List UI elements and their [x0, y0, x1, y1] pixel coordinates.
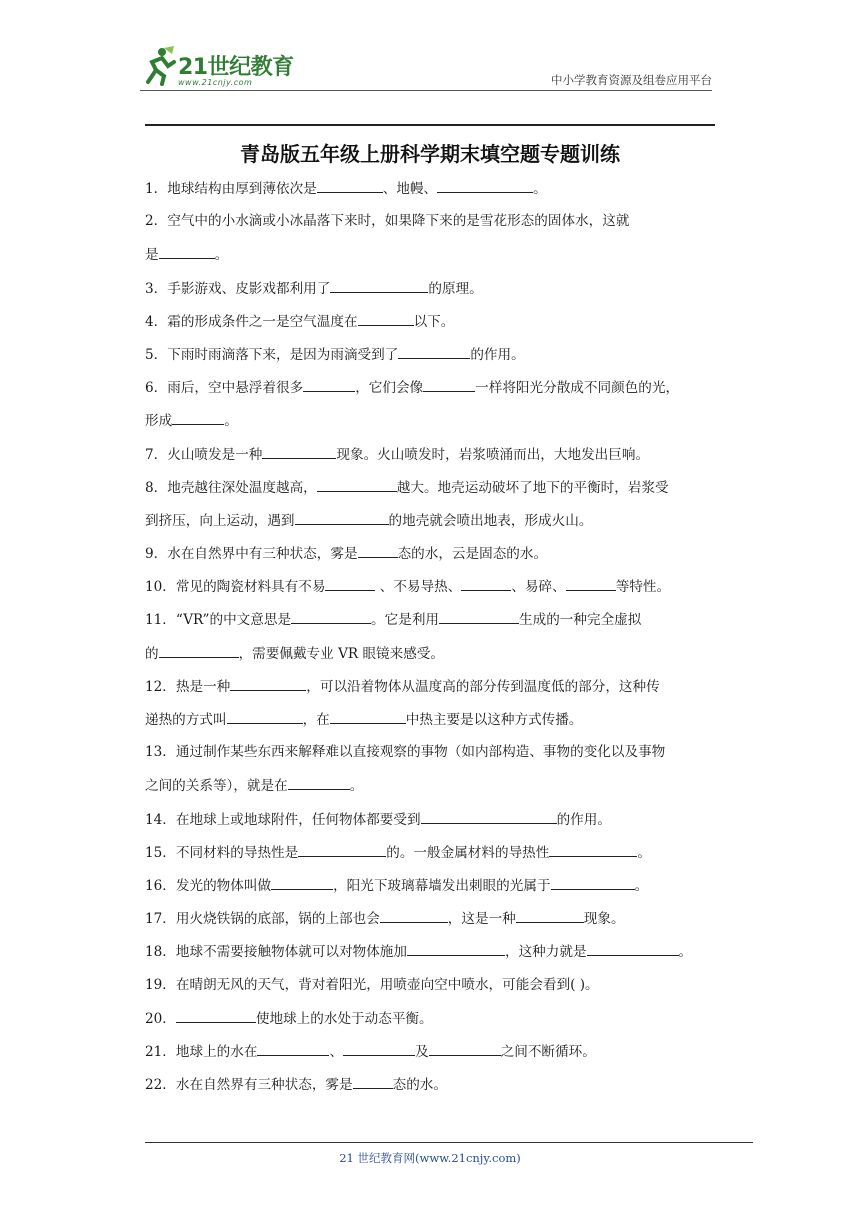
answer-blank[interactable]: [330, 278, 428, 293]
question-line: [145, 742, 717, 775]
title-rule: [145, 124, 715, 126]
question-text: 使地球上的水处于动态平衡。: [255, 1010, 433, 1027]
answer-blank[interactable]: [227, 709, 303, 724]
question-text: 之间的关系等），就是在: [145, 778, 288, 795]
answer-blank[interactable]: [230, 676, 306, 691]
answer-blank[interactable]: [421, 809, 557, 824]
question-text: 态的水。: [392, 1077, 447, 1094]
question-text: 现象。火山喷发时，岩浆喷涌而出，大地发出巨响。: [336, 446, 650, 463]
answer-blank[interactable]: [516, 908, 584, 923]
question-text: 的: [145, 645, 159, 662]
answer-blank[interactable]: [257, 1041, 329, 1056]
question-text: 的地壳就会喷出地表，形成火山。: [388, 512, 593, 529]
answer-blank[interactable]: [380, 908, 448, 923]
question-text: 18．地球不需要接触物体就可以对物体施加: [145, 944, 407, 961]
question-line: [145, 975, 717, 1008]
answer-blank[interactable]: [439, 609, 519, 624]
answer-blank[interactable]: [343, 1041, 415, 1056]
answer-blank[interactable]: [407, 941, 505, 956]
question-line: [145, 211, 717, 244]
answer-blank[interactable]: [549, 842, 637, 857]
question-text: 形成: [145, 413, 173, 430]
question-line: [145, 1074, 717, 1107]
question-text: ，需要佩戴专业 VR 眼镜来感受。: [238, 645, 445, 662]
question-text: 22．水在自然界有三种状态，雾是: [145, 1077, 353, 1094]
question-line: [145, 377, 717, 410]
page-title: 青岛版五年级上册科学期末填空题专题训练: [240, 142, 620, 166]
question-text: ，在: [302, 712, 330, 728]
question-text: 生成的一种完全虚拟: [519, 612, 642, 629]
question-line: [145, 543, 717, 576]
question-text: 之间不断循环。: [500, 1043, 596, 1060]
answer-blank[interactable]: [429, 1041, 501, 1056]
answer-blank[interactable]: [271, 875, 333, 890]
answer-blank[interactable]: [353, 1074, 393, 1089]
answer-blank[interactable]: [587, 941, 679, 956]
question-line: [145, 576, 717, 609]
question-line: [145, 842, 717, 875]
question-text: 的作用。: [556, 811, 611, 828]
question-text: 一样将阳光分散成不同颜色的光，: [475, 380, 680, 397]
question-text: ，阳光下玻璃幕墙发出刺眼的光属于: [333, 877, 551, 894]
answer-blank[interactable]: [423, 377, 475, 392]
question-text: 7．火山喷发是一种: [145, 446, 263, 463]
question-line: [145, 875, 717, 908]
question-line: [145, 709, 717, 742]
question-text: 及: [415, 1043, 429, 1060]
footer-divider: [145, 1142, 753, 1143]
question-line: [145, 609, 717, 642]
question-text: 19．在晴朗无风的天气，背对着阳光，用喷壶向空中喷水，可能会看到( )。: [145, 976, 599, 993]
answer-blank[interactable]: [398, 344, 470, 359]
question-text: 12．热是一种: [145, 678, 231, 695]
question-text: 4．霜的形成条件之一是空气温度在: [145, 313, 358, 330]
question-line: [145, 775, 717, 808]
question-text: 的作用。: [470, 346, 525, 363]
answer-blank[interactable]: [288, 775, 350, 790]
question-line: [145, 1008, 717, 1041]
question-text: ，这种力就是: [504, 944, 587, 961]
question-text: 、: [329, 1043, 344, 1060]
question-text: 、易碎、: [511, 579, 566, 596]
question-text: 2．空气中的小水滴或小冰晶落下来时，如果降下来的是雪花形态的固体水，这就: [145, 213, 630, 230]
question-text: 9．水在自然界中有三种状态，雾是: [145, 546, 358, 563]
question-text: 3．手影游戏、皮影戏都利用了: [145, 280, 331, 297]
question-line: [145, 643, 717, 676]
answer-blank[interactable]: [159, 643, 239, 658]
question-text: 的原理。: [428, 280, 483, 297]
question-text: 态的水，云是固态的水。: [397, 546, 548, 563]
question-line: [145, 311, 717, 344]
question-line: [145, 178, 717, 211]
question-text: 1．地球结构由厚到薄依次是: [145, 181, 317, 197]
answer-blank[interactable]: [295, 510, 389, 525]
answer-blank[interactable]: [303, 377, 355, 392]
question-text: 16．发光的物体叫做: [145, 877, 272, 894]
question-text: 。: [637, 844, 651, 861]
question-text: 15．不同材料的导热性是: [145, 844, 299, 861]
answer-blank[interactable]: [358, 543, 398, 558]
question-text: 14．在地球上或地球附件，任何物体都要受到: [145, 811, 421, 828]
question-line: [145, 510, 717, 543]
question-text: 到挤压，向上运动，遇到: [145, 512, 295, 529]
question-text: 。: [533, 181, 547, 197]
question-line: [145, 477, 717, 510]
question-text: 。: [214, 247, 229, 264]
question-text: ，可以沿着物体从温度高的部分传到温度低的部分，这种传: [306, 678, 660, 695]
answer-blank[interactable]: [262, 444, 336, 459]
question-text: 越大。地壳运动破坏了地下的平衡时，岩浆受: [396, 479, 669, 496]
question-line: [145, 809, 717, 842]
answer-blank[interactable]: [176, 1008, 256, 1023]
question-text: 13．通过制作某些东西来解释难以直接观察的事物（如内部构造、事物的变化以及事物: [145, 744, 666, 761]
answer-blank[interactable]: [566, 576, 616, 591]
question-line: [145, 676, 717, 709]
question-line: [145, 1041, 717, 1074]
answer-blank[interactable]: [551, 875, 635, 890]
answer-blank[interactable]: [291, 609, 371, 624]
question-line: [145, 444, 717, 477]
question-text: 6．雨后，空中悬浮着很多: [145, 380, 304, 397]
answer-blank[interactable]: [317, 178, 383, 193]
footer-text: 21 世纪教育网(www.21cnjy.com): [339, 1151, 521, 1165]
question-text: 20．: [145, 1010, 176, 1027]
answer-blank[interactable]: [159, 244, 215, 259]
question-text: 5．下雨时雨滴落下来，是因为雨滴受到了: [145, 346, 399, 363]
question-text: 。: [224, 413, 238, 430]
question-text: 中热主要是以这种方式传播。: [405, 712, 583, 728]
question-text: 是: [145, 247, 159, 264]
logo-url: www.21cnjy.com: [178, 78, 253, 87]
question-list: [145, 178, 717, 1107]
answer-blank[interactable]: [298, 842, 386, 857]
question-line: [145, 244, 717, 277]
question-text: 、地幔、: [382, 181, 438, 197]
answer-blank[interactable]: [461, 576, 511, 591]
question-text: 。它是利用: [371, 612, 440, 629]
question-text: ，这是一种: [447, 911, 516, 928]
answer-blank[interactable]: [330, 709, 406, 724]
question-text: 的。一般金属材料的导热性: [386, 844, 550, 861]
question-text: 。: [634, 877, 649, 894]
runner-logo-icon: [140, 46, 176, 86]
question-text: 17．用火烧铁锅的底部，锅的上部也会: [145, 911, 380, 928]
question-line: [145, 278, 717, 311]
question-text: 8．地壳越往深处温度越高，: [145, 479, 317, 496]
site-logo: [140, 46, 320, 90]
logo-text: 21世纪教育: [178, 55, 294, 80]
question-text: 10．常见的陶瓷材料具有不易: [145, 579, 326, 596]
question-line: [145, 344, 717, 377]
answer-blank[interactable]: [325, 576, 375, 591]
page-header: [140, 40, 712, 92]
question-text: 现象。: [583, 911, 625, 928]
answer-blank[interactable]: [358, 311, 414, 326]
question-text: 等特性。: [615, 579, 671, 596]
question-text: 21．地球上的水在: [145, 1043, 258, 1060]
question-line: [145, 941, 717, 974]
question-text: 递热的方式叫: [145, 712, 227, 728]
question-text: 11．“VR”的中文意思是: [145, 612, 292, 629]
question-text: ，它们会像: [355, 380, 424, 397]
question-line: [145, 410, 717, 443]
platform-tagline: 中小学教育资源及组卷应用平台: [551, 73, 712, 87]
answer-blank[interactable]: [437, 178, 533, 193]
answer-blank[interactable]: [317, 477, 397, 492]
question-line: [145, 908, 717, 941]
question-text: 。: [678, 944, 693, 961]
question-text: 以下。: [413, 313, 455, 330]
question-text: 、不易导热、: [375, 579, 462, 596]
answer-blank[interactable]: [172, 410, 224, 425]
header-divider: [140, 90, 712, 91]
question-text: 。: [349, 778, 364, 795]
